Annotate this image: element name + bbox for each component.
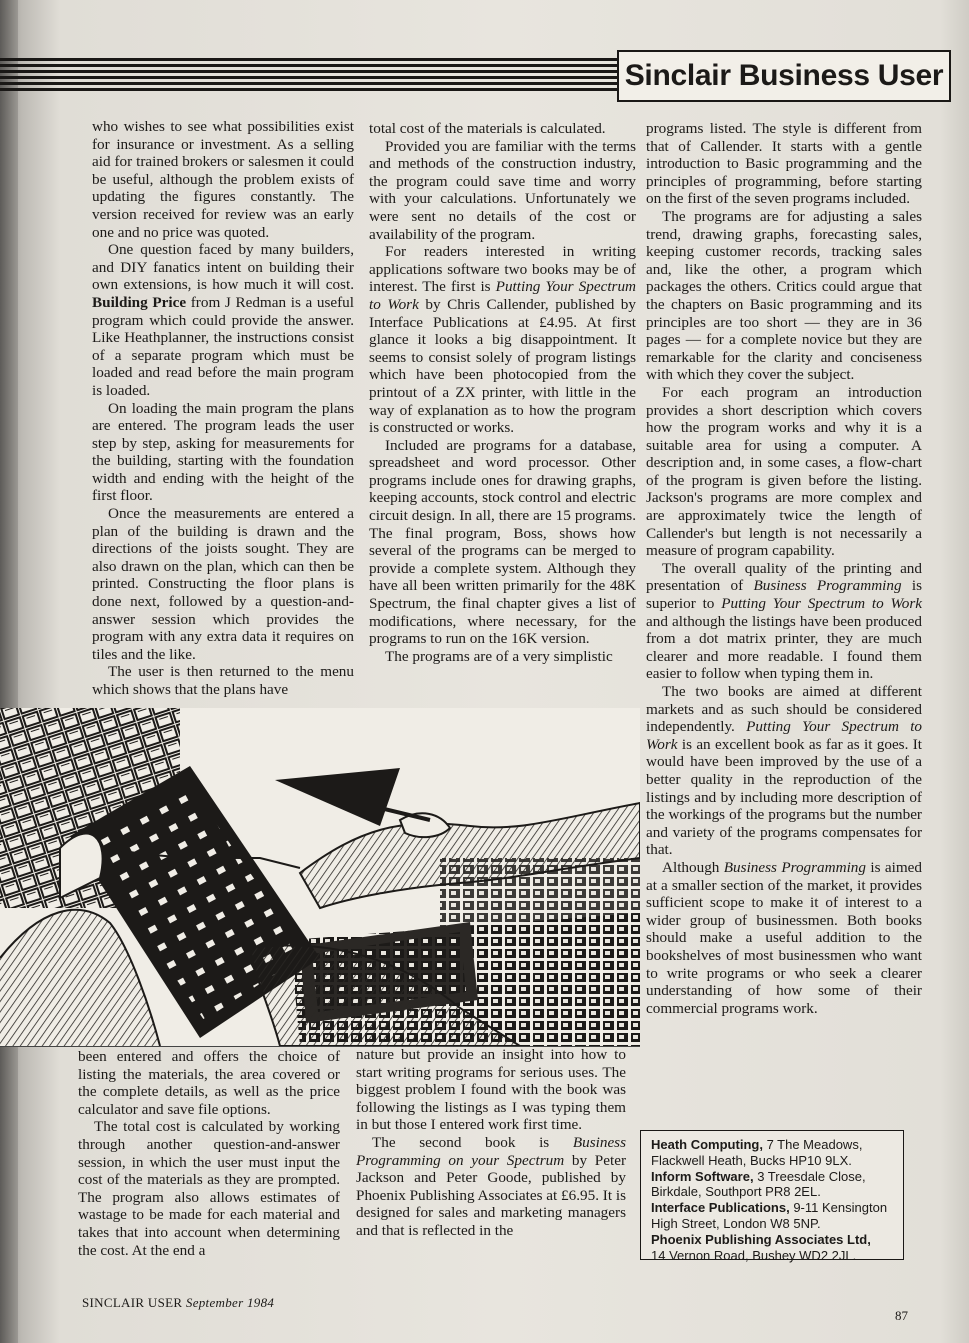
paragraph: Although Business Programming is aimed at a smaller section of the market, it provides sufficient scope to make it of interest to a wider group of businessmen. Both books should make a useful addition to the bookshelves of most businessmen who want to write programs or who seek a clearer understanding of how some of their commercial programs work. <box>646 858 922 1017</box>
paragraph: The total cost is calculated by working through another question-and-answer session, in which the user must input the cost of the materials as they are prompted. The program also allows estimates of wastage to be made for each material and takes that into account when determining the cost. At the end a <box>78 1118 340 1259</box>
paragraph: For each program an introduction provides a short description which covers how the program works and why it is a suitable area for using a computer. A description and, in some cases, a flow-chart of the program is given before the listing. Jackson's programs are more complex and are approximately twice the length of Callender's but length is not necessarily a measure of program capability. <box>646 383 922 560</box>
book-title: Business Programming <box>753 577 902 595</box>
book-title: Putting Your Spectrum to Work <box>369 278 637 313</box>
paragraph: The overall quality of the printing and presentation of Business Programming is superior to Putting Your Spectrum to Work and although the listings have been produced from a dot matrix printer, they are much clearer and more readable. I found them easier to follow when typing them in. <box>646 559 923 683</box>
page-number: 87 <box>895 1308 908 1323</box>
column-2-top <box>369 120 636 665</box>
address-line: Heath Computing, 7 The Meadows, <box>651 1137 863 1152</box>
binding-shadow <box>0 0 18 1343</box>
column-1-bottom <box>78 1048 340 1259</box>
address-line: High Street, London W8 5NP. <box>651 1215 821 1231</box>
paragraph: The programs are of a very simplistic <box>385 647 613 665</box>
paragraph: Provided you are familiar with the terms and methods of the construction industry, the program could save time and worry with your calculations. Unfortunately we were sent no details of the cost or availability of the program. <box>369 137 636 243</box>
paragraph: nature but provide an insight into how to start writing programs for serious uses. The biggest problem I found with the book was following the listings as I was typing them in but those I entered work first time. <box>356 1046 626 1134</box>
paragraph: The programs are for adjusting a sales trend, drawing graphs, forecasting sales, keeping customer records, tracking sales and, like the other, a program which packages the others. Critics could argue that the chapters on Basic programming and its principles are too short — they are in 36 pages — for a complete novice but they are remarkable for the clarity and conciseness with which they cover the subject. <box>646 207 922 384</box>
address-line: Interface Publications, 9-11 Kensington <box>651 1200 888 1216</box>
address-line: 14 Vernon Road, Bushey WD2 2JL. <box>651 1247 857 1263</box>
footer-publication <box>82 1295 274 1311</box>
product-name: Building Price <box>92 293 187 311</box>
book-title: Business Programming on your Spectrum <box>356 1133 626 1169</box>
address-box <box>640 1130 904 1263</box>
section-title: Sinclair Business User <box>624 59 944 92</box>
paragraph: The user is then returned to the menu which shows that the plans have <box>92 663 354 698</box>
section-header <box>617 50 951 102</box>
paragraph: Once the measurements are entered a plan of the building is drawn and the directions of the joists sought. They are also drawn on the plan, which can then be printed. Constructing the floor plans is done next, followed by a question-and-answer session which provides the program with any extra data it requires on tiles and the like. <box>92 505 354 663</box>
paragraph: Included are programs for a database, spreadsheet and word processor. Other programs include ones for drawing graphs, keeping accounts, stock control and electric circuit design. In all, there are 15 programs. The final program, Boss, shows how several of the programs can be merged to provide a complete system. Although they have all been written primarily for the 48K Spectrum, the final chapter gives a list of modifications, where necessary, for the programs to run on the 16K version. <box>369 436 636 648</box>
paragraph: total cost of the materials is calculated. <box>369 120 606 137</box>
column-1-top <box>92 118 354 699</box>
book-title: Putting Your Spectrum to Work <box>646 718 923 753</box>
paragraph: been entered and offers the choice of listing the materials, the area covered or the complete details, as well as the price calculator and save file options. <box>78 1048 340 1118</box>
hands-keyboard-trowel-illustration <box>0 708 640 1046</box>
header-rules <box>0 58 620 94</box>
paragraph: One question faced by many builders, and DIY fanatics intent on building their own extensions, is how much it will cost. Building Price from J Redman is a useful program which could provide the answer. Like Heathplanner, the instructions consist of a separate program which must be loaded and read before the main program is loaded. <box>92 241 354 399</box>
publication-name: SINCLAIR USER <box>82 1295 183 1310</box>
address-line: Inform Software, 3 Treesdale Close, <box>651 1168 866 1184</box>
paragraph: For readers interested in writing applications software two books may be of interest. The first is Putting Your Spectrum to Work by Chris Callender, published by Interface Publications at £4.95. At first glance it looks a big disappointment. It seems to consist solely of program listings which have been photocopied from the printout of a ZX printer, with little in the way of explanation as to how the program is constructed or works. <box>369 243 637 437</box>
address-line: Phoenix Publishing Associates Ltd, <box>651 1231 871 1247</box>
address-line: Birkdale, Southport PR8 2EL. <box>651 1184 821 1200</box>
paragraph: who wishes to see what possibilities exist for insurance or investment. As a selling aid for trained brokers or salesmen it could be useful, although the problem exists of updating the figures constantly. The version received for review was an early one and no price was quoted. <box>92 118 354 241</box>
paragraph: programs listed. The style is different from that of Callender. It starts with a gentle introduction to Basic programming and the principles of programming, before starting on the first of the seven programs included. <box>646 120 922 208</box>
issue-date: September 1984 <box>185 1295 275 1310</box>
book-title: Business Programming <box>723 858 866 876</box>
paragraph: The second book is Business Programming on your Spectrum by Peter Jackson and Peter Goode, published by Phoenix Publishing Associates at £6.95. It is designed for sales and marketing managers and that is reflected in the <box>356 1133 627 1239</box>
paragraph: On loading the main program the plans are entered. The program leads the user step by step, asking for measurements for the building, starting with the foundation width and ending with the height of the first floor. <box>92 399 354 505</box>
illustration <box>0 708 640 1047</box>
book-title: Putting Your Spectrum to Work <box>721 595 922 613</box>
paragraph: The two books are aimed at different markets and as such should be considered independently. Putting Your Spectrum to Work is an excellent book as far as it goes. It would have been improved by the use of a better quality in the reproduction of the listings and by including more description of the workings of the programs but the number and variety of the programs compensates for that. <box>646 683 923 859</box>
address-line: Flackwell Heath, Bucks HP10 9LX. <box>651 1152 852 1168</box>
column-2-bottom <box>356 1046 626 1240</box>
column-3 <box>646 120 922 1017</box>
